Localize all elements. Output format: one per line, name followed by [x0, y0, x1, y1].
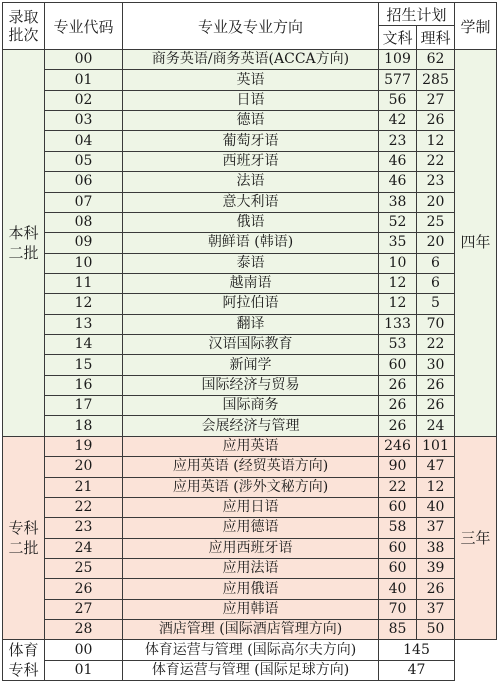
table-row: [3, 172, 497, 192]
code-cell: 03: [45, 111, 123, 131]
arts-cell: 40: [379, 579, 417, 599]
code-cell: 00: [45, 640, 123, 661]
arts-cell: 60: [379, 355, 417, 375]
science-cell: 38: [417, 538, 455, 558]
major-cell: 体育运营与管理 (国际高尔夫方向): [123, 640, 379, 661]
table-row: [3, 233, 497, 253]
code-cell: 28: [45, 620, 123, 640]
arts-cell: 35: [379, 233, 417, 253]
major-cell: 应用英语 (经贸英语方向): [123, 457, 379, 477]
major-cell: 俄语: [123, 212, 379, 232]
code-cell: 11: [45, 273, 123, 293]
science-cell: 70: [417, 314, 455, 334]
duration-cell: 三年: [455, 436, 497, 640]
table-row: [3, 579, 497, 599]
arts-cell: 70: [379, 599, 417, 619]
science-cell: 12: [417, 477, 455, 497]
table-row: [3, 416, 497, 436]
code-cell: 12: [45, 294, 123, 314]
header-arts: 文科: [379, 26, 417, 50]
batch-line1: 本科: [8, 223, 39, 242]
major-cell: 法语: [123, 172, 379, 192]
code-cell: 09: [45, 233, 123, 253]
science-cell: 37: [417, 518, 455, 538]
code-cell: 23: [45, 518, 123, 538]
table-row: [3, 314, 497, 334]
batch-line2: 专科: [8, 661, 39, 680]
table-row: [3, 294, 497, 314]
header-batch-line2: 批次: [8, 26, 39, 44]
header-batch-line1: 录取: [8, 8, 39, 26]
arts-cell: 42: [379, 111, 417, 131]
group-junior-college: [3, 436, 497, 640]
duration-cell: 四年: [455, 50, 497, 437]
science-cell: 20: [417, 192, 455, 212]
table-row: [3, 538, 497, 558]
table-row: [3, 90, 497, 110]
science-cell: 6: [417, 253, 455, 273]
arts-cell: 60: [379, 538, 417, 558]
arts-cell: 109: [379, 50, 417, 70]
code-cell: 08: [45, 212, 123, 232]
header-batch: [3, 3, 45, 50]
code-cell: 06: [45, 172, 123, 192]
science-cell: 25: [417, 212, 455, 232]
table-row: [3, 70, 497, 90]
major-cell: 翻译: [123, 314, 379, 334]
science-cell: 37: [417, 599, 455, 619]
code-cell: 10: [45, 253, 123, 273]
major-cell: 朝鲜语 (韩语): [123, 233, 379, 253]
table-row: [3, 396, 497, 416]
table-row: [3, 599, 497, 619]
arts-cell: 26: [379, 396, 417, 416]
arts-cell: 52: [379, 212, 417, 232]
science-cell: 30: [417, 355, 455, 375]
code-cell: 05: [45, 151, 123, 171]
table-header: [3, 3, 497, 50]
arts-cell: 12: [379, 294, 417, 314]
arts-cell: 133: [379, 314, 417, 334]
science-cell: 20: [417, 233, 455, 253]
code-cell: 20: [45, 457, 123, 477]
arts-cell: 12: [379, 273, 417, 293]
table-row: [3, 518, 497, 538]
code-cell: 01: [45, 70, 123, 90]
science-cell: 47: [417, 457, 455, 477]
major-cell: 商务英语/商务英语(ACCA方向): [123, 50, 379, 70]
table-row: [3, 335, 497, 355]
arts-cell: 53: [379, 335, 417, 355]
total-cell: 145: [379, 640, 455, 661]
science-cell: 22: [417, 151, 455, 171]
table-row: [3, 192, 497, 212]
table-row: [3, 212, 497, 232]
major-cell: 应用法语: [123, 558, 379, 578]
header-code: 专业代码: [45, 3, 123, 50]
batch-line2: 二批: [8, 243, 39, 262]
code-cell: 17: [45, 396, 123, 416]
table-row: [3, 660, 497, 681]
batch-cell: [3, 436, 45, 640]
major-cell: 英语: [123, 70, 379, 90]
major-cell: 应用西班牙语: [123, 538, 379, 558]
science-cell: 40: [417, 497, 455, 517]
arts-cell: 38: [379, 192, 417, 212]
major-cell: 酒店管理 (国际酒店管理方向): [123, 620, 379, 640]
code-cell: 18: [45, 416, 123, 436]
table-row: [3, 151, 497, 171]
code-cell: 27: [45, 599, 123, 619]
table-row: [3, 497, 497, 517]
arts-cell: 26: [379, 375, 417, 395]
code-cell: 04: [45, 131, 123, 151]
major-cell: 葡萄牙语: [123, 131, 379, 151]
major-cell: 日语: [123, 90, 379, 110]
table-row: [3, 273, 497, 293]
arts-cell: 58: [379, 518, 417, 538]
science-cell: 26: [417, 579, 455, 599]
science-cell: 22: [417, 335, 455, 355]
header-plan: 招生计划: [379, 3, 455, 26]
arts-cell: 246: [379, 436, 417, 456]
major-cell: 越南语: [123, 273, 379, 293]
science-cell: 12: [417, 131, 455, 151]
table-row: [3, 620, 497, 640]
code-cell: 21: [45, 477, 123, 497]
table-row: [3, 558, 497, 578]
batch-cell: [3, 640, 45, 681]
group-undergrad: [3, 50, 497, 437]
major-cell: 泰语: [123, 253, 379, 273]
table-row: [3, 131, 497, 151]
header-duration: 学制: [455, 3, 497, 50]
science-cell: 39: [417, 558, 455, 578]
science-cell: 285: [417, 70, 455, 90]
table-row: [3, 640, 497, 661]
arts-cell: 46: [379, 172, 417, 192]
total-cell: 47: [379, 660, 455, 681]
science-cell: 24: [417, 416, 455, 436]
arts-cell: 85: [379, 620, 417, 640]
batch-line1: 体育: [8, 641, 39, 660]
code-cell: 26: [45, 579, 123, 599]
science-cell: 26: [417, 396, 455, 416]
science-cell: 5: [417, 294, 455, 314]
major-cell: 新闻学: [123, 355, 379, 375]
science-cell: 62: [417, 50, 455, 70]
arts-cell: 22: [379, 477, 417, 497]
table-row: [3, 477, 497, 497]
table-row: [3, 355, 497, 375]
major-cell: 体育运营与管理 (国际足球方向): [123, 660, 379, 681]
major-cell: 西班牙语: [123, 151, 379, 171]
arts-cell: 60: [379, 497, 417, 517]
major-cell: 汉语国际教育: [123, 335, 379, 355]
arts-cell: 46: [379, 151, 417, 171]
code-cell: 01: [45, 660, 123, 681]
major-cell: 国际商务: [123, 396, 379, 416]
major-cell: 应用德语: [123, 518, 379, 538]
science-cell: 6: [417, 273, 455, 293]
science-cell: 26: [417, 111, 455, 131]
table-row: [3, 375, 497, 395]
batch-cell: [3, 50, 45, 437]
major-cell: 阿拉伯语: [123, 294, 379, 314]
code-cell: 07: [45, 192, 123, 212]
code-cell: 02: [45, 90, 123, 110]
major-cell: 应用俄语: [123, 579, 379, 599]
table-row: [3, 457, 497, 477]
table-row: [3, 111, 497, 131]
code-cell: 00: [45, 50, 123, 70]
code-cell: 16: [45, 375, 123, 395]
arts-cell: 26: [379, 416, 417, 436]
arts-cell: 577: [379, 70, 417, 90]
major-cell: 德语: [123, 111, 379, 131]
code-cell: 15: [45, 355, 123, 375]
code-cell: 19: [45, 436, 123, 456]
major-cell: 应用英语 (涉外文秘方向): [123, 477, 379, 497]
arts-cell: 23: [379, 131, 417, 151]
code-cell: 22: [45, 497, 123, 517]
science-cell: 50: [417, 620, 455, 640]
batch-line2: 二批: [8, 539, 39, 558]
table-row: [3, 436, 497, 456]
science-cell: 27: [417, 90, 455, 110]
major-cell: 应用韩语: [123, 599, 379, 619]
code-cell: 14: [45, 335, 123, 355]
major-cell: 应用日语: [123, 497, 379, 517]
header-major: 专业及专业方向: [123, 3, 379, 50]
table-row: [3, 253, 497, 273]
arts-cell: 56: [379, 90, 417, 110]
major-cell: 意大利语: [123, 192, 379, 212]
enrollment-plan-table: [2, 2, 497, 681]
arts-cell: 90: [379, 457, 417, 477]
major-cell: 国际经济与贸易: [123, 375, 379, 395]
group-sports: [3, 640, 497, 681]
arts-cell: 10: [379, 253, 417, 273]
batch-line1: 专科: [8, 519, 39, 538]
arts-cell: 60: [379, 558, 417, 578]
table-row: [3, 50, 497, 70]
code-cell: 13: [45, 314, 123, 334]
code-cell: 24: [45, 538, 123, 558]
major-cell: 应用英语: [123, 436, 379, 456]
science-cell: 23: [417, 172, 455, 192]
code-cell: 25: [45, 558, 123, 578]
science-cell: 101: [417, 436, 455, 456]
science-cell: 26: [417, 375, 455, 395]
header-science: 理科: [417, 26, 455, 50]
major-cell: 会展经济与管理: [123, 416, 379, 436]
